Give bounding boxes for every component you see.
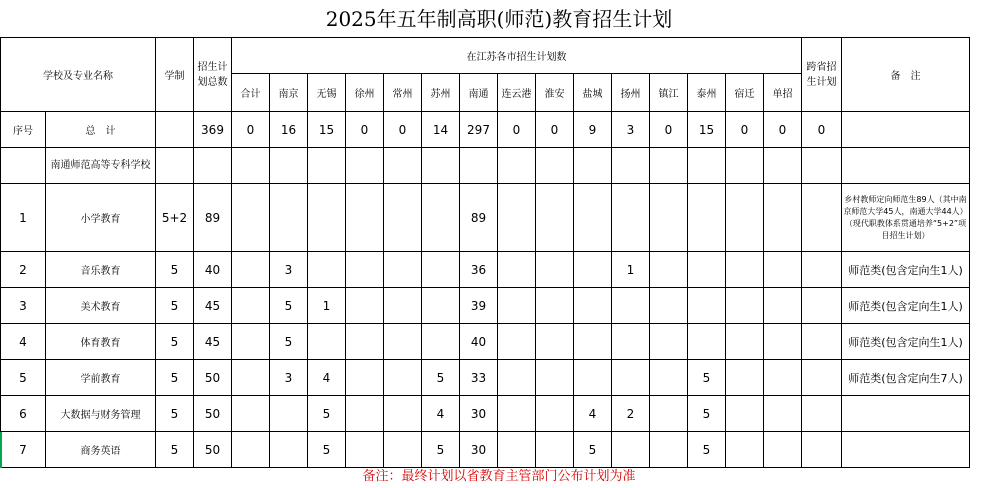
table-row — [1, 396, 970, 432]
row-city-value — [612, 184, 650, 252]
total-city-value: 0 — [346, 112, 384, 148]
row-total: 89 — [194, 184, 232, 252]
header-city: 连云港 — [498, 74, 536, 112]
row-duration: 5 — [156, 288, 194, 324]
row-city-value — [612, 288, 650, 324]
header-city: 南通 — [460, 74, 498, 112]
table-row — [1, 184, 970, 252]
row-city-value: 30 — [460, 432, 498, 468]
row-city-value: 4 — [574, 396, 612, 432]
row-city-value — [232, 396, 270, 432]
row-city-value — [574, 360, 612, 396]
row-cross — [802, 184, 842, 252]
row-total: 40 — [194, 252, 232, 288]
row-city-value — [384, 432, 422, 468]
header-city: 扬州 — [612, 74, 650, 112]
table-row — [1, 288, 970, 324]
row-remark: 师范类(包含定向生1人) — [842, 252, 970, 288]
row-cross — [802, 324, 842, 360]
row-city-value — [574, 324, 612, 360]
row-duration: 5 — [156, 252, 194, 288]
page-title: 2025年五年制高职(师范)教育招生计划 — [325, 7, 673, 31]
row-city-value — [650, 360, 688, 396]
school-name: 南通师范高等专科学校 — [46, 148, 156, 184]
row-city-value — [270, 396, 308, 432]
total-remark — [842, 112, 970, 148]
row-duration: 5 — [156, 432, 194, 468]
row-city-value — [346, 360, 384, 396]
row-city-value — [498, 432, 536, 468]
row-city-value — [574, 252, 612, 288]
table-row — [1, 324, 970, 360]
header-city: 苏州 — [422, 74, 460, 112]
row-city-value: 33 — [460, 360, 498, 396]
row-cross — [802, 360, 842, 396]
row-remark: 师范类(包含定向生1人) — [842, 288, 970, 324]
row-city-value: 5 — [422, 360, 460, 396]
header-remarks: 备 注 — [842, 38, 970, 112]
row-total: 45 — [194, 324, 232, 360]
row-seq: 4 — [1, 324, 46, 360]
row-city-value — [422, 252, 460, 288]
row-city-value: 5 — [574, 432, 612, 468]
total-city-value: 0 — [232, 112, 270, 148]
row-city-value — [764, 396, 802, 432]
total-city-value: 0 — [384, 112, 422, 148]
row-city-value: 5 — [422, 432, 460, 468]
row-city-value — [232, 360, 270, 396]
row-city-value — [232, 324, 270, 360]
row-cross — [802, 252, 842, 288]
row-city-value — [688, 184, 726, 252]
row-city-value — [308, 324, 346, 360]
row-cross — [802, 432, 842, 468]
row-city-value — [726, 288, 764, 324]
row-city-value: 30 — [460, 396, 498, 432]
row-city-value — [384, 288, 422, 324]
header-city: 常州 — [384, 74, 422, 112]
row-city-value — [764, 252, 802, 288]
school-seq-cell — [1, 148, 46, 184]
row-city-value — [726, 252, 764, 288]
header-duration: 学制 — [156, 38, 194, 112]
table-row — [1, 360, 970, 396]
total-city-value: 14 — [422, 112, 460, 148]
row-city-value: 39 — [460, 288, 498, 324]
header-city: 南京 — [270, 74, 308, 112]
row-cross — [802, 288, 842, 324]
row-city-value: 3 — [270, 252, 308, 288]
row-city-value — [498, 288, 536, 324]
row-city-value — [232, 432, 270, 468]
row-duration: 5 — [156, 396, 194, 432]
row-city-value — [346, 252, 384, 288]
row-city-value: 4 — [308, 360, 346, 396]
row-city-value — [764, 288, 802, 324]
row-duration: 5+2 — [156, 184, 194, 252]
row-city-value — [726, 432, 764, 468]
row-remark: 师范类(包含定向生1人) — [842, 324, 970, 360]
row-city-value — [270, 432, 308, 468]
row-city-value — [650, 396, 688, 432]
row-city-value: 5 — [688, 360, 726, 396]
row-city-value — [764, 324, 802, 360]
row-city-value — [270, 184, 308, 252]
total-label: 总 计 — [46, 112, 156, 148]
row-seq: 7 — [1, 432, 46, 468]
row-total: 45 — [194, 288, 232, 324]
header-city: 单招 — [764, 74, 802, 112]
row-city-value — [574, 288, 612, 324]
row-city-value: 1 — [612, 252, 650, 288]
enrollment-table — [0, 37, 970, 468]
row-city-value — [422, 324, 460, 360]
row-city-value — [650, 324, 688, 360]
row-city-value — [688, 252, 726, 288]
row-city-value: 1 — [308, 288, 346, 324]
total-city-value: 15 — [308, 112, 346, 148]
row-major-name: 小学教育 — [46, 184, 156, 252]
row-city-value: 5 — [270, 288, 308, 324]
row-city-value — [422, 288, 460, 324]
row-major-name: 美术教育 — [46, 288, 156, 324]
row-city-value — [764, 360, 802, 396]
header-city: 盐城 — [574, 74, 612, 112]
row-city-value — [650, 184, 688, 252]
total-seq: 序号 — [1, 112, 46, 148]
row-city-value: 40 — [460, 324, 498, 360]
header-city: 合计 — [232, 74, 270, 112]
row-city-value — [612, 360, 650, 396]
row-total: 50 — [194, 432, 232, 468]
header-city: 徐州 — [346, 74, 384, 112]
row-city-value — [536, 288, 574, 324]
row-city-value — [536, 432, 574, 468]
total-city-value: 0 — [536, 112, 574, 148]
row-city-value — [764, 432, 802, 468]
total-city-value: 0 — [650, 112, 688, 148]
row-city-value — [726, 360, 764, 396]
total-city-value: 0 — [498, 112, 536, 148]
row-city-value — [346, 184, 384, 252]
row-city-value — [498, 360, 536, 396]
row-city-value — [422, 184, 460, 252]
row-city-value — [232, 288, 270, 324]
total-city-value: 0 — [726, 112, 764, 148]
footer-note: 备注：最终计划以省教育主管部门公布计划为准 — [362, 469, 636, 484]
row-city-value — [498, 184, 536, 252]
row-city-value — [688, 324, 726, 360]
row-total: 50 — [194, 396, 232, 432]
row-city-value — [650, 432, 688, 468]
header-school-major: 学校及专业名称 — [1, 38, 156, 112]
row-city-value: 5 — [308, 432, 346, 468]
total-city-value: 15 — [688, 112, 726, 148]
row-city-value: 5 — [308, 396, 346, 432]
row-city-value — [650, 252, 688, 288]
total-city-value: 9 — [574, 112, 612, 148]
row-duration: 5 — [156, 360, 194, 396]
row-city-value: 89 — [460, 184, 498, 252]
row-city-value — [498, 252, 536, 288]
row-city-value — [536, 396, 574, 432]
row-city-value — [308, 184, 346, 252]
row-city-value: 3 — [270, 360, 308, 396]
row-major-name: 体育教育 — [46, 324, 156, 360]
header-city: 宿迁 — [726, 74, 764, 112]
row-remark — [842, 396, 970, 432]
row-city-value — [764, 184, 802, 252]
row-city-value — [536, 324, 574, 360]
total-city-value: 16 — [270, 112, 308, 148]
row-city-value — [536, 360, 574, 396]
header-city: 泰州 — [688, 74, 726, 112]
header-in-jiangsu: 在江苏各市招生计划数 — [232, 38, 802, 74]
header-cross-province: 跨省招生计划 — [802, 38, 842, 112]
row-city-value — [346, 432, 384, 468]
row-city-value — [726, 324, 764, 360]
total-city-value: 3 — [612, 112, 650, 148]
row-major-name: 商务英语 — [46, 432, 156, 468]
row-city-value — [536, 184, 574, 252]
row-city-value — [346, 396, 384, 432]
row-seq: 1 — [1, 184, 46, 252]
row-city-value — [612, 432, 650, 468]
row-city-value — [384, 324, 422, 360]
row-city-value — [232, 184, 270, 252]
row-duration: 5 — [156, 324, 194, 360]
total-city-value: 297 — [460, 112, 498, 148]
row-city-value — [498, 396, 536, 432]
row-city-value — [346, 288, 384, 324]
row-remark: 师范类(包含定向生7人) — [842, 360, 970, 396]
row-remark: 乡村教师定向师范生89人（其中南京师范大学45人，南通大学44人）（现代职教体系贯通培养“5+2”项目招生计划） — [842, 184, 970, 252]
row-city-value — [688, 288, 726, 324]
total-duration — [156, 112, 194, 148]
header-city: 无锡 — [308, 74, 346, 112]
header-total-plan: 招生计划总数 — [194, 38, 232, 112]
row-marker — [0, 432, 2, 468]
row-city-value — [650, 288, 688, 324]
row-city-value — [308, 252, 346, 288]
row-remark — [842, 432, 970, 468]
header-city: 淮安 — [536, 74, 574, 112]
row-city-value — [536, 252, 574, 288]
row-cross — [802, 396, 842, 432]
row-seq: 6 — [1, 396, 46, 432]
total-cross: 0 — [802, 112, 842, 148]
row-city-value — [232, 252, 270, 288]
row-major-name: 音乐教育 — [46, 252, 156, 288]
row-city-value — [498, 324, 536, 360]
row-city-value — [346, 324, 384, 360]
row-city-value — [384, 252, 422, 288]
row-city-value: 2 — [612, 396, 650, 432]
row-total: 50 — [194, 360, 232, 396]
row-city-value: 36 — [460, 252, 498, 288]
row-city-value: 5 — [688, 396, 726, 432]
total-city-value: 0 — [764, 112, 802, 148]
row-city-value: 5 — [270, 324, 308, 360]
header-city: 镇江 — [650, 74, 688, 112]
table-row — [1, 252, 970, 288]
row-city-value: 4 — [422, 396, 460, 432]
row-seq: 2 — [1, 252, 46, 288]
row-city-value: 5 — [688, 432, 726, 468]
row-city-value — [384, 360, 422, 396]
row-seq: 3 — [1, 288, 46, 324]
row-city-value — [574, 184, 612, 252]
total-plan: 369 — [194, 112, 232, 148]
row-seq: 5 — [1, 360, 46, 396]
row-major-name: 大数据与财务管理 — [46, 396, 156, 432]
table-row — [1, 432, 970, 468]
row-city-value — [726, 396, 764, 432]
row-city-value — [726, 184, 764, 252]
row-major-name: 学前教育 — [46, 360, 156, 396]
row-city-value — [384, 184, 422, 252]
row-city-value — [612, 324, 650, 360]
row-city-value — [384, 396, 422, 432]
